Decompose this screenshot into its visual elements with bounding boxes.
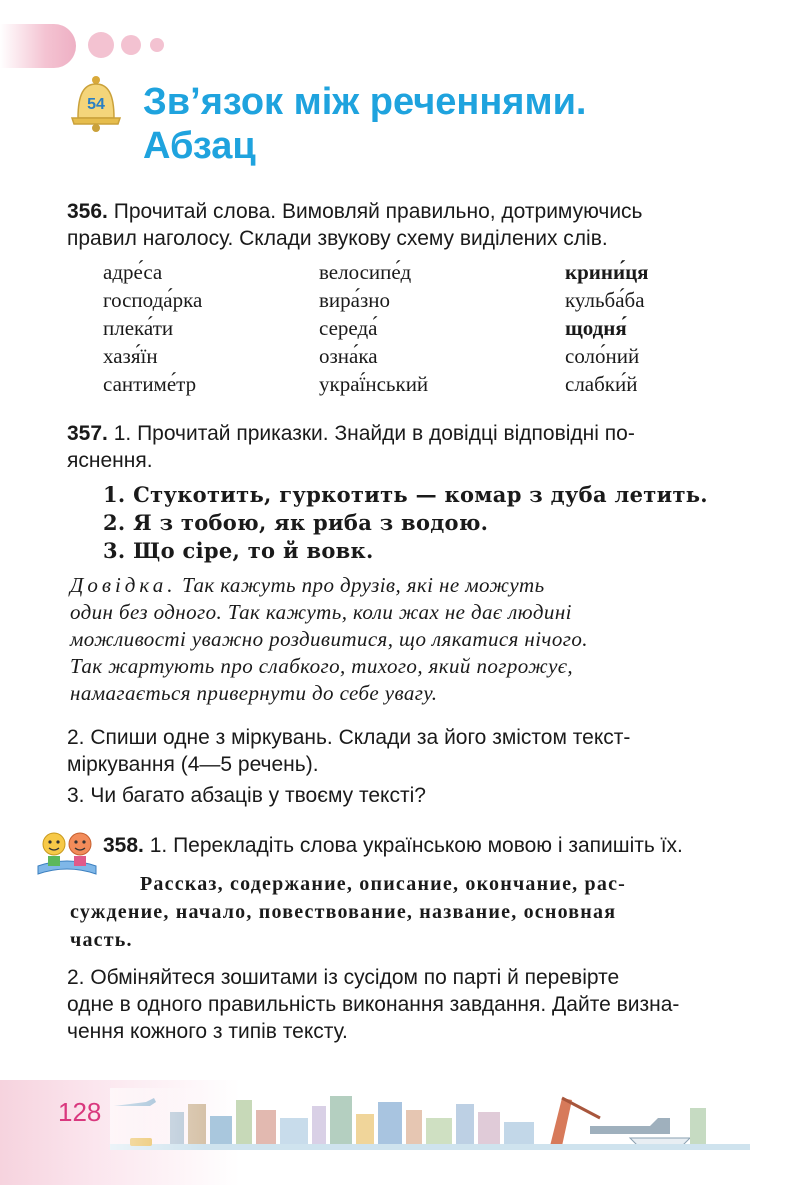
task-357-instruction [67, 420, 737, 474]
russian-text: часть. [70, 929, 133, 951]
word: украї́нський [319, 372, 429, 396]
instruction-text: чення кожного з типів тексту. [67, 1020, 348, 1043]
instruction-text: яснення. [67, 449, 153, 472]
page-title [143, 80, 587, 168]
hint-text: Так кажуть про друзів, які не можуть [182, 573, 545, 597]
task-number: 357. [67, 422, 108, 445]
instruction-text: одне в одного правильність виконання завдання. Дайте визна- [67, 993, 680, 1016]
hint-text: один без одного. Так кажуть, коли жах не дає людині [70, 600, 572, 624]
hint-text: Так жартують про слабкого, тихого, який погрожує, [70, 654, 573, 678]
word: сантиме́тр [103, 372, 197, 396]
word: хазя́їн [103, 344, 158, 368]
word: плека́ти [103, 316, 174, 340]
instruction-text: 2. Обміняйтеся зошитами із сусідом по парті й перевірте [67, 966, 620, 989]
word: кульба́ба [565, 288, 645, 312]
instruction-text: 3. Чи багато абзаців у твоєму тексті? [67, 784, 426, 807]
word: вира́зно [319, 288, 391, 312]
task-357-part2 [67, 724, 737, 778]
word: озна́ка [319, 344, 378, 368]
word: соло́ний [565, 344, 640, 368]
task-number: 358. [103, 834, 144, 857]
instruction-text: 1. Прочитай приказки. Знайди в довідці відповідні по- [113, 422, 635, 445]
header-tab-decoration [0, 24, 76, 68]
task-358-part2 [67, 964, 737, 1045]
russian-text: суждение, начало, повествование, название, основная [70, 901, 617, 923]
proverb: 1. Стукотить, гуркотить — комар з дуба летить. [103, 482, 708, 507]
title-line: Зв’язок між реченнями. [143, 81, 587, 123]
task-357-part3 [67, 782, 737, 809]
instruction-text: правил наголосу. Склади звукову схему виділених слів. [67, 227, 608, 250]
word: середа́ [319, 316, 378, 340]
russian-text: Рассказ, содержание, описание, окончание, рас- [140, 873, 627, 895]
title-line: Абзац [143, 125, 256, 167]
russian-words [70, 870, 738, 954]
hint-text: намагається привернути до себе увагу. [70, 681, 438, 705]
highlighted-word: крини́ця [565, 260, 649, 284]
proverb: 3. Що сіре, то й вовк. [103, 538, 374, 563]
word: слабки́й [565, 372, 638, 396]
city-illustration [110, 1088, 750, 1150]
instruction-text: 1. Перекладіть слова українською мовою і запишіть їх. [149, 834, 683, 857]
task-356-instruction [67, 198, 737, 252]
instruction-text: Прочитай слова. Вимовляй правильно, дотримуючись [113, 200, 643, 223]
word: адре́са [103, 260, 163, 284]
instruction-text: 2. Спиши одне з міркувань. Склади за його змістом текст- [67, 726, 631, 749]
page-number: 128 [58, 1097, 102, 1127]
lesson-number: 54 [87, 96, 105, 113]
header-dot [150, 38, 164, 52]
header-dot [88, 32, 114, 58]
proverb-list [103, 481, 708, 565]
task-number: 356. [67, 200, 108, 223]
hint-text: можливості уважно роздивитися, що лякатися нічого. [70, 627, 588, 651]
word-table [103, 258, 743, 398]
word: велосипе́д [319, 260, 412, 284]
highlighted-word: щодня́ [565, 316, 627, 340]
word: господа́рка [103, 288, 203, 312]
pair-work-icon [36, 826, 98, 876]
instruction-text: міркування (4—5 речень). [67, 753, 319, 776]
task-358-instruction [103, 832, 743, 859]
header-dot [121, 35, 141, 55]
hint-label: Довідка. [70, 573, 177, 597]
proverb: 2. Я з тобою, як риба з водою. [103, 510, 489, 535]
hint-block [70, 572, 738, 707]
